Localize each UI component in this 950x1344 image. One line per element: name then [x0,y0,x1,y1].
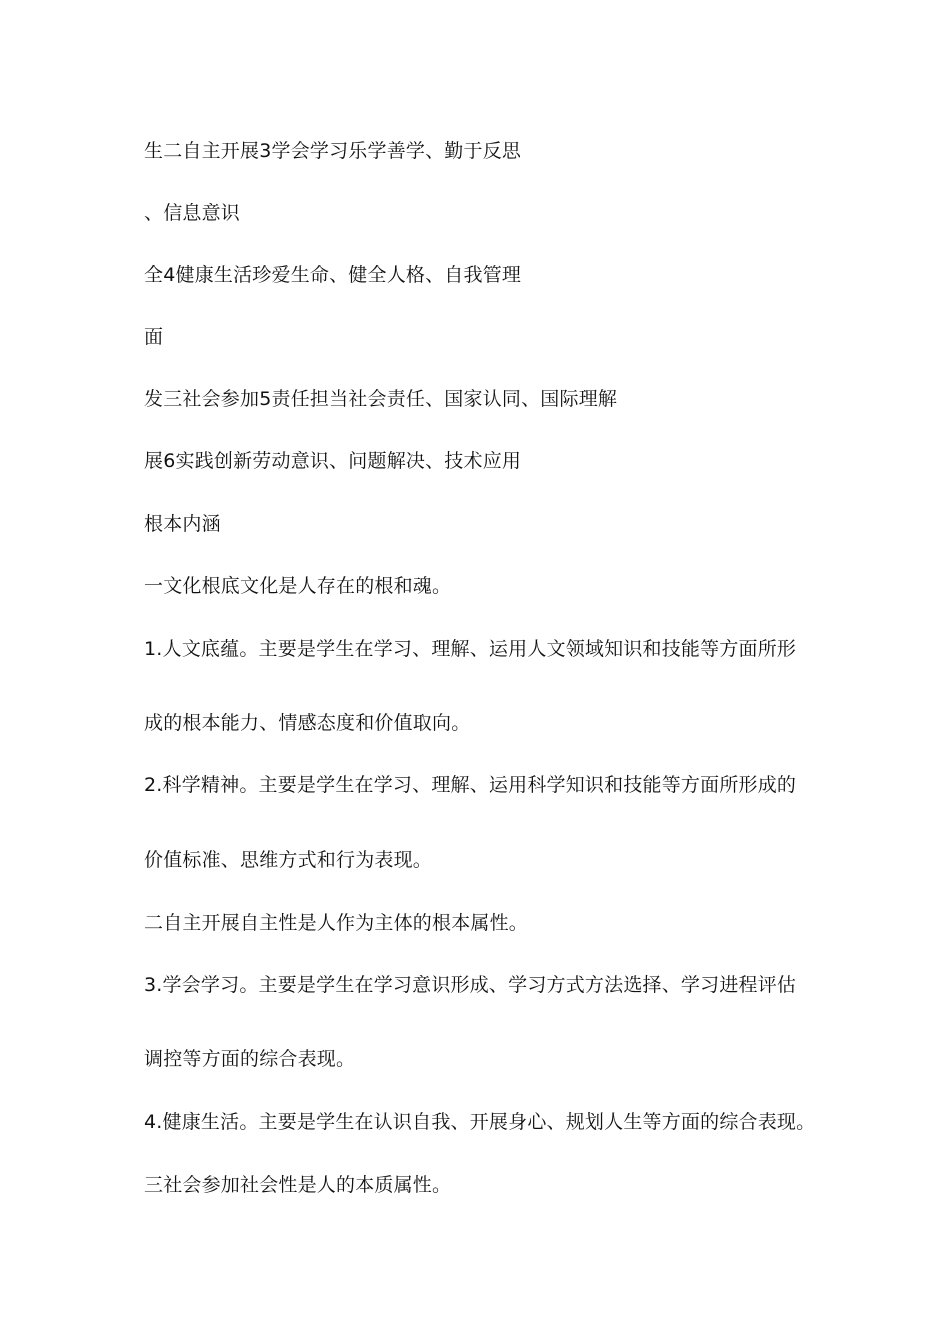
text-line: 2.科学精神。主要是学生在学习、理解、运用科学知识和技能等方面所形成的 [144,774,797,796]
text-line: 三社会参加社会性是人的本质属性。 [144,1174,452,1196]
text-line: 发三社会参加5责任担当社会责任、国家认同、国际理解 [144,388,618,410]
text-line: 1.人文底蕴。主要是学生在学习、理解、运用人文领域知识和技能等方面所形 [144,638,797,660]
text-line: 价值标准、思维方式和行为表现。 [144,849,433,871]
text-line: 成的根本能力、情感态度和价值取向。 [144,712,471,734]
text-line: 面 [144,326,164,348]
text-line: 展6实践创新劳动意识、问题解决、技术应用 [144,450,522,472]
text-line: 调控等方面的综合表现。 [144,1048,356,1070]
text-line: 一文化根底文化是人存在的根和魂。 [144,575,452,597]
text-line: 3.学会学习。主要是学生在学习意识形成、学习方式方法选择、学习进程评估 [144,974,797,996]
text-line: 、信息意识 [144,202,241,224]
section-heading: 根本内涵 [144,513,221,535]
text-line: 4.健康生活。主要是学生在认识自我、开展身心、规划人生等方面的综合表现。 [144,1111,816,1133]
text-line: 全4健康生活珍爱生命、健全人格、自我管理 [144,264,522,286]
text-line: 二自主开展自主性是人作为主体的根本属性。 [144,912,529,934]
text-line: 生二自主开展3学会学习乐学善学、勤于反思 [144,140,522,162]
